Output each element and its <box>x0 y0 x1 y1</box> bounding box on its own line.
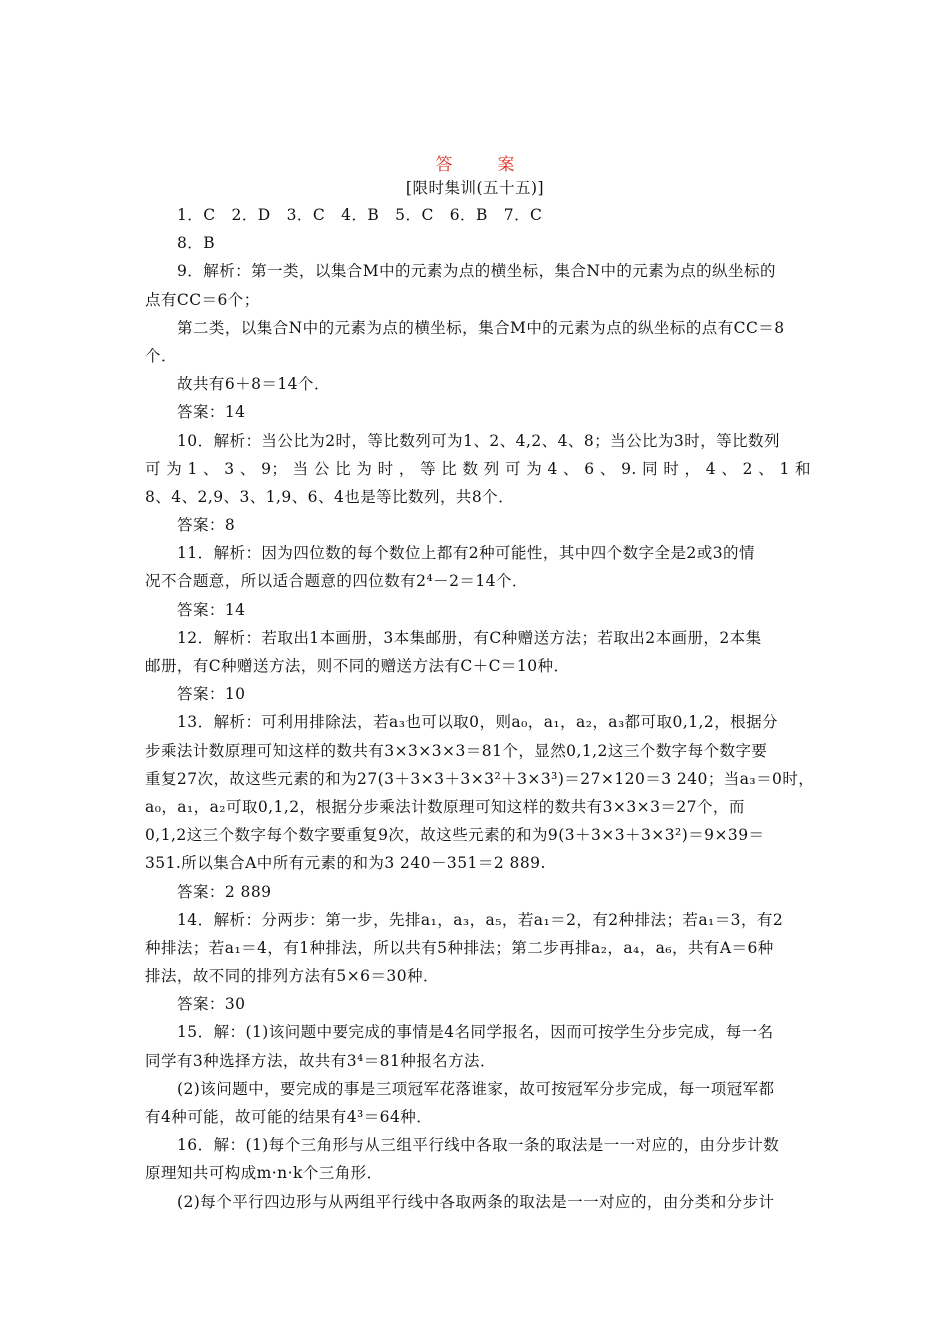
text-line: 况不合题意，所以适合题意的四位数有2⁴－2＝14个． <box>145 572 528 591</box>
text-line: 8．B <box>177 234 216 253</box>
text-line: 15．解：(1)该问题中要完成的事情是4名同学报名，因而可按学生分步完成，每一名 <box>177 1023 774 1042</box>
page-subtitle: [限时集训(五十五)] <box>405 179 545 197</box>
text-line: 10．解析：当公比为2时，等比数列可为1、2、4,2、4、8；当公比为3时，等比数列 <box>177 431 780 450</box>
text-line: 步乘法计数原理可知这样的数共有3×3×3×3＝81个，显然0,1,2这三个数字每个数字要 <box>145 741 768 760</box>
text-line: a₀，a₁，a₂可取0,1,2，根据分步乘法计数原理可知这样的数共有3×3×3＝27个，而 <box>145 797 745 816</box>
text-line: 有4种可能，故可能的结果有4³＝64种． <box>145 1108 433 1126</box>
answer-body <box>145 201 815 1216</box>
text-line: 答案：14 <box>177 403 246 422</box>
text-line: 种排法；若a₁＝4，有1种排法，所以共有5种排法；第二步再排a₂，a₄，a₆，共有A＝6种 <box>145 938 774 957</box>
text-line: 8、4、2,9、3、1,9、6、4也是等比数列，共8个． <box>145 487 515 506</box>
text-line: 答案：8 <box>177 516 236 535</box>
text-line: 11．解析：因为四位数的每个数位上都有2种可能性，其中四个数字全是2或3的情 <box>177 544 755 563</box>
text-line: 13．解析：可利用排除法，若a₃也可以取0，则a₀，a₁，a₂，a₃都可取0,1,2，根据分 <box>177 713 778 732</box>
text-line: 答案：10 <box>177 685 246 704</box>
text-line: 答案：2 889 <box>177 882 272 901</box>
text-line: 16．解：(1)每个三角形与从三组平行线中各取一条的取法是一一对应的，由分步计数 <box>177 1136 780 1155</box>
text-line: 14．解析：分两步：第一步，先排a₁，a₃，a₅，若a₁＝2，有2种排法；若a₁＝3，有2 <box>177 910 784 929</box>
text-line: 351.所以集合A中所有元素的和为3 240－351＝2 889. <box>145 854 546 873</box>
text-line: 个． <box>145 346 177 365</box>
text-line: 邮册，有C种赠送方法，则不同的赠送方法有C＋C＝10种． <box>145 657 570 675</box>
text-line: 可为1、3、9；当公比为时，等比数列可为4、6、9.同时，4、2、1和 <box>145 459 811 478</box>
text-line: 排法，故不同的排列方法有5×6＝30种． <box>145 967 439 986</box>
text-line: 1．C 2．D 3．C 4．B 5．C 6．B 7．C <box>177 206 543 224</box>
text-line: 重复27次，故这些元素的和为27(3＋3×3＋3×3²＋3×3³)＝27×120＝3 240；当a₃＝0时， <box>145 769 815 788</box>
text-line: 第二类，以集合N中的元素为点的横坐标，集合M中的元素为点的纵坐标的点有CC＝8 <box>177 318 785 337</box>
text-line: 答案：14 <box>177 600 246 619</box>
text-line: 0,1,2这三个数字每个数字要重复9次，故这些元素的和为9(3＋3×3＋3×3²)＝9×39＝ <box>145 826 765 845</box>
text-line: 9．解析：第一类，以集合M中的元素为点的横坐标，集合N中的元素为点的纵坐标的 <box>177 262 776 281</box>
text-line: (2)该问题中，要完成的事是三项冠军花落谁家，故可按冠军分步完成，每一项冠军都 <box>177 1079 775 1098</box>
text-line: 故共有6＋8＝14个． <box>177 375 330 394</box>
text-line: 答案：30 <box>177 995 246 1014</box>
page-title: 答 案 <box>435 155 529 175</box>
text-line: 原理知共可构成m·n·k个三角形． <box>145 1164 383 1183</box>
text-line: 同学有3种选择方法，故共有3⁴＝81种报名方法． <box>145 1051 496 1070</box>
text-line: 点有CC＝6个； <box>145 290 260 309</box>
text-line: (2)每个平行四边形与从两组平行线中各取两条的取法是一一对应的，由分类和分步计 <box>177 1192 775 1211</box>
text-line: 12．解析：若取出1本画册，3本集邮册，有C种赠送方法；若取出2本画册，2本集 <box>177 628 762 647</box>
